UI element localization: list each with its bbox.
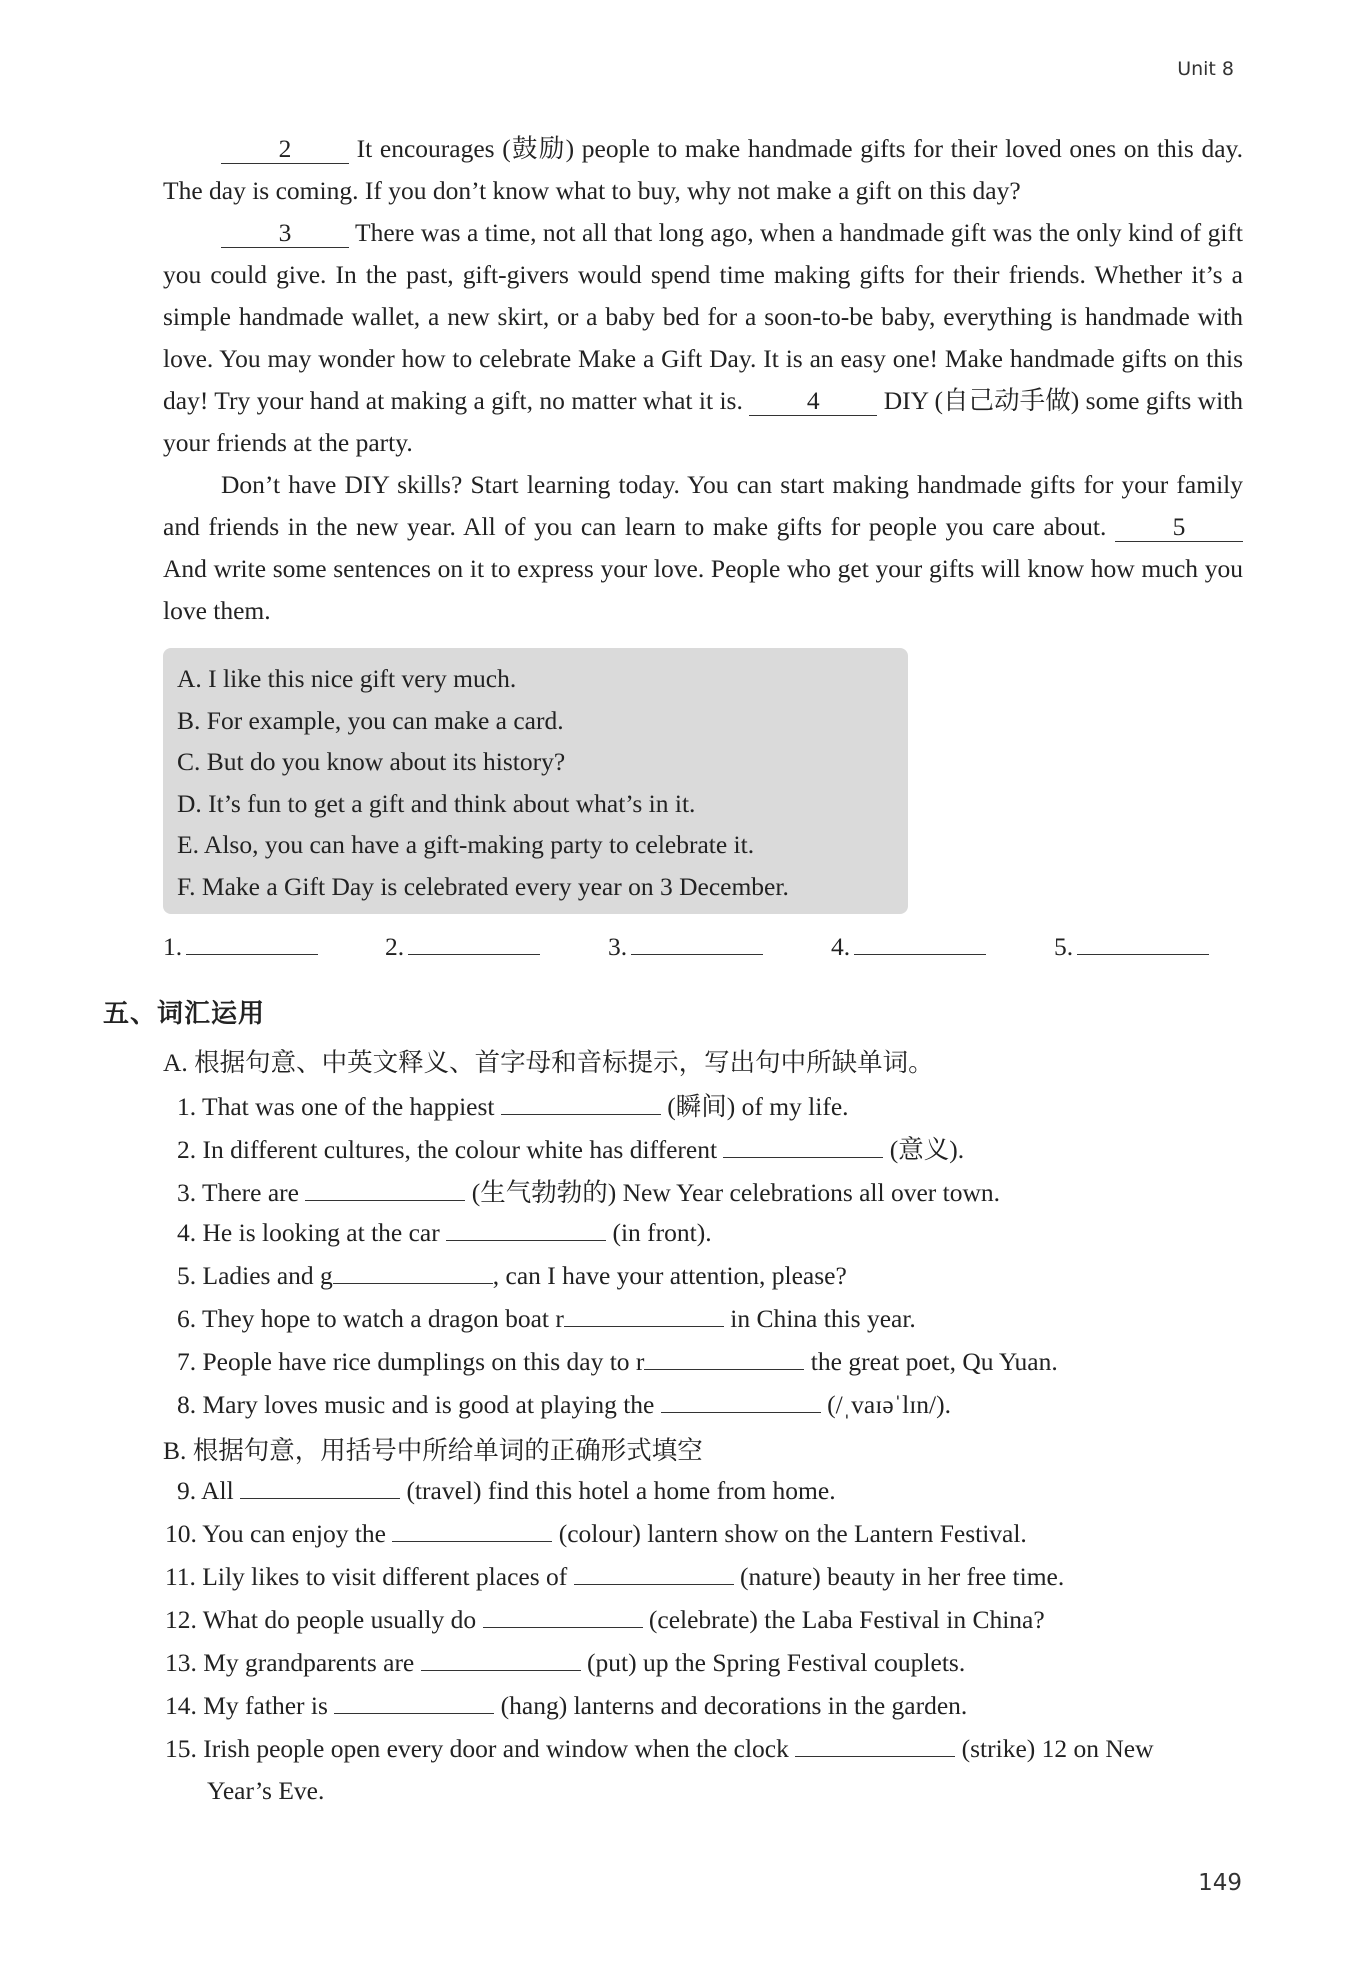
- question-2: [177, 1130, 964, 1166]
- question-hint: (生气勃勃的) New Year celebrations all over town.: [471, 1178, 1001, 1207]
- question-hint: (celebrate) the Laba Festival in China?: [648, 1605, 1045, 1634]
- unit-header: Unit 8: [1177, 58, 1234, 80]
- answer-label-3: 3.: [608, 932, 628, 961]
- page-number: 149: [1198, 1870, 1242, 1896]
- answer-label-5: 5.: [1054, 932, 1074, 961]
- question-12: [165, 1603, 1045, 1635]
- option-c: C. But do you know about its history?: [177, 747, 566, 776]
- option-d: D. It’s fun to get a gift and think about what’s in it.: [177, 788, 696, 818]
- question-hint: (put) up the Spring Festival couplets.: [587, 1648, 966, 1677]
- paragraph-3-text-b: DIY (自己动手做) some gifts with your friends at the party.: [163, 386, 1244, 457]
- answer-field[interactable]: [305, 1176, 465, 1201]
- answer-field[interactable]: [501, 1090, 661, 1115]
- question-9: [177, 1474, 836, 1506]
- paragraph-4-text-b: And write some sentences on it to express your love. People who get your gifts will know how much you love them.: [163, 554, 1243, 625]
- question-text: 6. They hope to watch a dragon boat r: [177, 1304, 564, 1333]
- option-e: E. Also, you can have a gift-making party to celebrate it.: [177, 830, 755, 859]
- question-text: 12. What do people usually do: [165, 1605, 477, 1634]
- question-13: [165, 1646, 965, 1678]
- question-hint: (/ˌvaɪəˈlɪn/).: [827, 1390, 951, 1419]
- paragraph-2-text: It encourages (鼓励) people to make handmade gifts for their loved ones on this day. The day is coming. If you don’t know what to buy, why not make a gift on this day?: [163, 134, 1244, 205]
- question-hint: (瞬间) of my life.: [667, 1092, 849, 1121]
- paragraph-4: [163, 464, 1243, 632]
- answer-field[interactable]: [421, 1646, 581, 1671]
- answer-row: [163, 930, 1243, 970]
- answer-field[interactable]: [333, 1259, 493, 1284]
- blank-5[interactable]: 5: [1115, 513, 1243, 542]
- question-text: 3. There are: [177, 1178, 299, 1207]
- answer-label-2: 2.: [385, 932, 405, 961]
- paragraph-2: [163, 128, 1243, 212]
- options-box: [163, 648, 908, 914]
- answer-field[interactable]: [661, 1388, 821, 1413]
- blank-4[interactable]: 4: [749, 387, 877, 416]
- answer-slot-2: [385, 930, 540, 962]
- question-hint: (colour) lantern show on the Lantern Festival.: [558, 1519, 1027, 1548]
- question-15-continuation: Year’s Eve.: [207, 1776, 325, 1805]
- answer-blank-1[interactable]: [186, 930, 318, 955]
- question-15: [165, 1732, 1154, 1764]
- question-11: [165, 1560, 1064, 1592]
- paragraph-3: [163, 212, 1243, 464]
- answer-blank-5[interactable]: [1077, 930, 1209, 955]
- option-b: B. For example, you can make a card.: [177, 705, 564, 735]
- answer-slot-5: [1054, 930, 1209, 962]
- question-4: [177, 1216, 712, 1248]
- question-7: [177, 1345, 1058, 1377]
- question-1: [177, 1087, 849, 1123]
- question-3: [177, 1173, 1000, 1209]
- answer-field[interactable]: [574, 1560, 734, 1585]
- answer-slot-3: [608, 930, 763, 962]
- question-hint: , can I have your attention, please?: [492, 1261, 847, 1290]
- question-6: [177, 1302, 916, 1334]
- question-14: [165, 1689, 967, 1721]
- answer-blank-4[interactable]: [854, 930, 986, 955]
- question-hint: the great poet, Qu Yuan.: [810, 1347, 1058, 1376]
- answer-field[interactable]: [483, 1603, 643, 1628]
- part-b-title: B. 根据句意，用括号中所给单词的正确形式填空: [163, 1436, 703, 1465]
- section-title: 五、词汇运用: [103, 999, 266, 1029]
- answer-slot-4: [831, 930, 986, 962]
- blank-3[interactable]: 3: [221, 219, 349, 248]
- question-5: [177, 1259, 847, 1291]
- question-hint: (nature) beauty in her free time.: [740, 1562, 1065, 1591]
- answer-slot-1: [163, 930, 318, 962]
- blank-2[interactable]: 2: [221, 135, 349, 164]
- question-hint: (in front).: [612, 1218, 712, 1247]
- question-8: [177, 1388, 951, 1420]
- question-text: 2. In different cultures, the colour white has different: [177, 1135, 718, 1164]
- answer-field[interactable]: [795, 1732, 955, 1757]
- question-hint: (hang) lanterns and decorations in the garden.: [500, 1691, 968, 1720]
- answer-label-1: 1.: [163, 932, 183, 961]
- question-text: 4. He is looking at the car: [177, 1218, 440, 1247]
- question-hint: in China this year.: [730, 1304, 916, 1333]
- answer-field[interactable]: [644, 1345, 804, 1370]
- question-hint: (意义).: [889, 1135, 965, 1164]
- question-text: 5. Ladies and g: [177, 1261, 333, 1290]
- question-text: 15. Irish people open every door and window when the clock: [165, 1734, 789, 1763]
- question-text: 14. My father is: [165, 1691, 328, 1720]
- question-text: 1. That was one of the happiest: [177, 1092, 495, 1121]
- question-text: 11. Lily likes to visit different places of: [165, 1562, 568, 1591]
- question-text: 7. People have rice dumplings on this day to r: [177, 1347, 645, 1376]
- answer-field[interactable]: [564, 1302, 724, 1327]
- option-a: A. I like this nice gift very much.: [177, 664, 517, 693]
- answer-blank-3[interactable]: [631, 930, 763, 955]
- question-hint: (strike) 12 on New: [961, 1734, 1154, 1763]
- answer-field[interactable]: [723, 1133, 883, 1158]
- answer-field[interactable]: [240, 1474, 400, 1499]
- question-hint: (travel) find this hotel a home from home.: [406, 1476, 836, 1505]
- question-text: 8. Mary loves music and is good at playing the: [177, 1390, 655, 1419]
- answer-blank-2[interactable]: [408, 930, 540, 955]
- question-text: 10. You can enjoy the: [165, 1519, 386, 1548]
- paragraph-3-text-a: There was a time, not all that long ago, when a handmade gift was the only kind of gift you could give. In the past, gift-givers would spend time making gifts for their friends. Whether it’s a simple handmade wallet, a new skirt, or a baby bed for a soon-to-be baby, everything is handmade with love. You may wonder how to celebrate Make a Gift Day. It is an easy one! Make handmade gifts on this day! Try your hand at making a gift, no matter what it is.: [163, 218, 1243, 415]
- answer-field[interactable]: [392, 1517, 552, 1542]
- answer-field[interactable]: [334, 1689, 494, 1714]
- paragraph-4-text-a: Don’t have DIY skills? Start learning today. You can start making handmade gifts for your family and friends in the new year. All of you can learn to make gifts for people you care about.: [163, 470, 1243, 541]
- option-f: F. Make a Gift Day is celebrated every year on 3 December.: [177, 871, 789, 901]
- part-a-title: A. 根据句意、中英文释义、首字母和音标提示，写出句中所缺单词。: [163, 1048, 934, 1077]
- question-text: 9. All: [177, 1476, 234, 1505]
- question-text: 13. My grandparents are: [165, 1648, 415, 1677]
- answer-label-4: 4.: [831, 932, 851, 961]
- reading-passage: [163, 128, 1243, 632]
- question-10: [165, 1517, 1027, 1549]
- answer-field[interactable]: [446, 1216, 606, 1241]
